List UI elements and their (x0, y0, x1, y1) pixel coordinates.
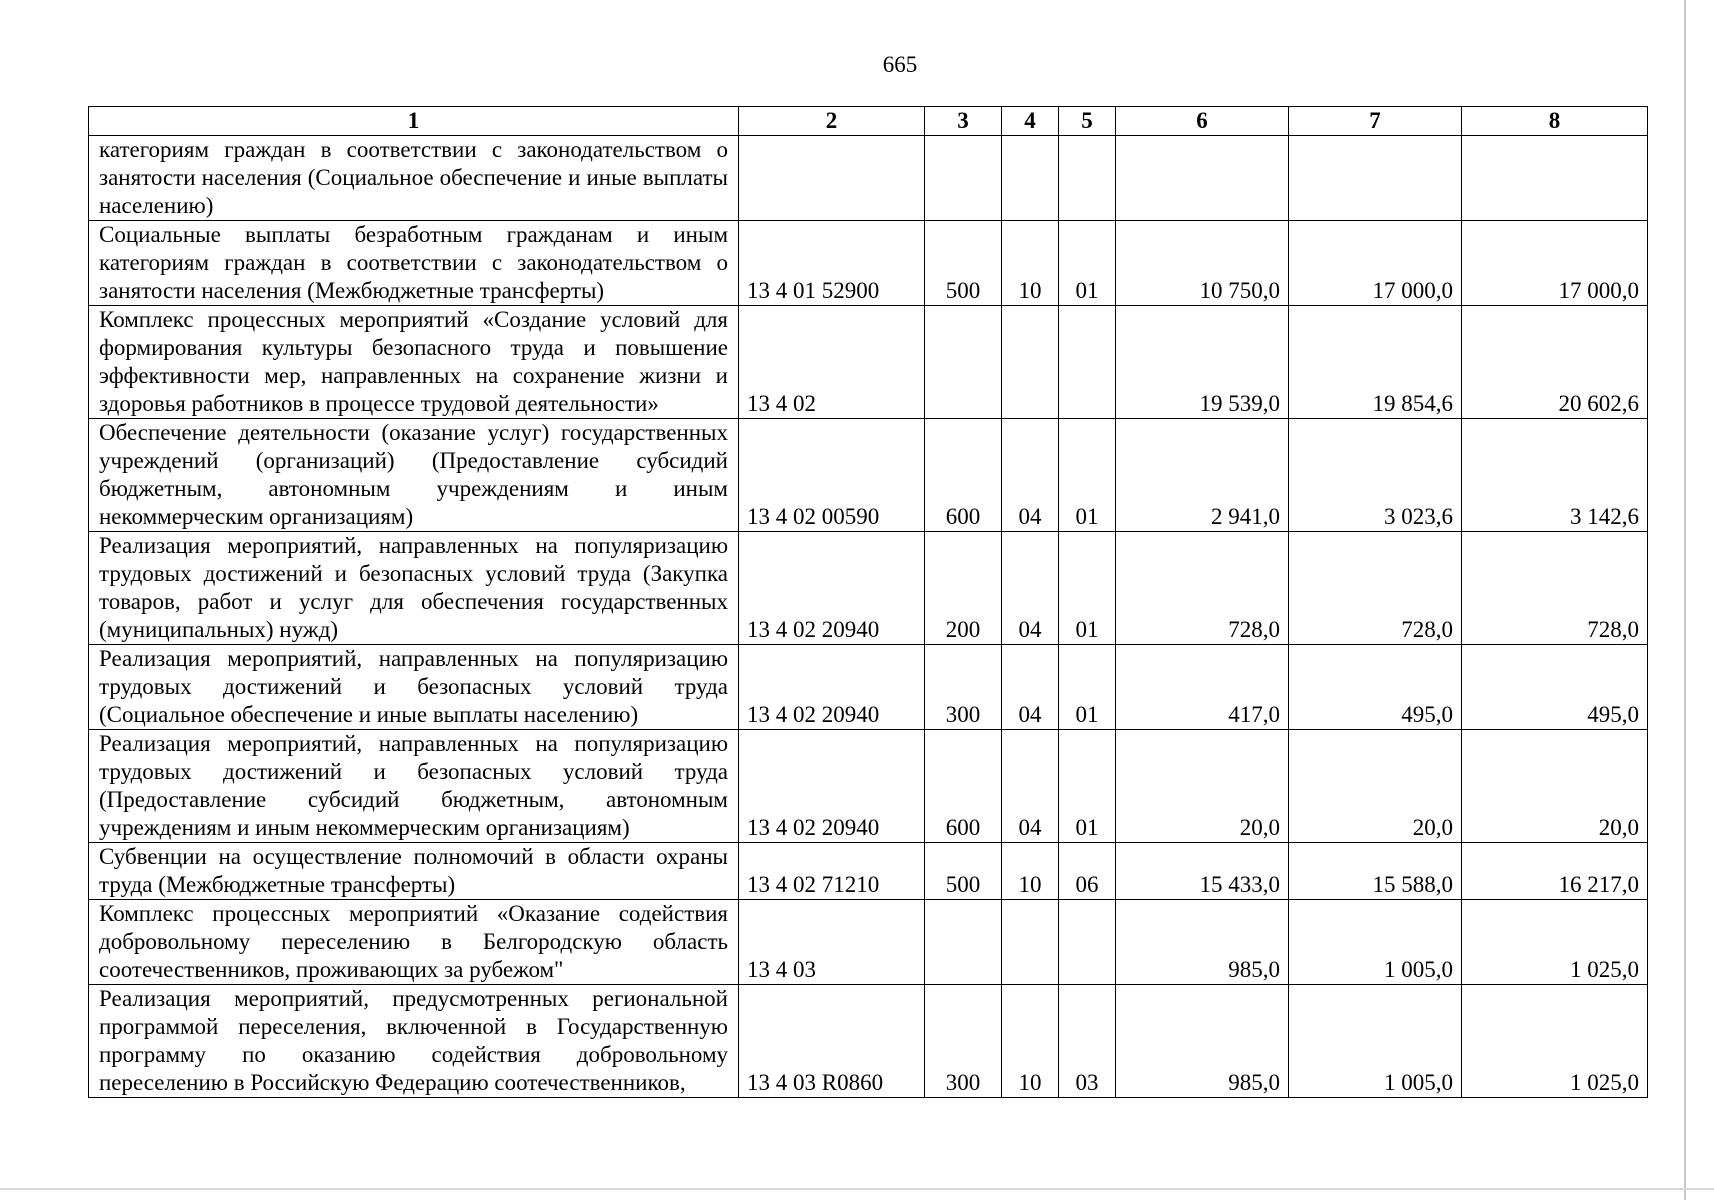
row-col-8: 3 142,6 (1462, 419, 1648, 532)
header-col-5: 5 (1059, 107, 1116, 136)
row-col-6: 417,0 (1116, 645, 1289, 730)
row-col-7: 19 854,6 (1289, 306, 1462, 419)
budget-table (88, 106, 1648, 1098)
header-row (89, 107, 1648, 136)
header-col-1: 1 (89, 107, 739, 136)
row-col-8: 20 602,6 (1462, 306, 1648, 419)
row-col-3 (925, 136, 1002, 221)
row-col-7: 17 000,0 (1289, 221, 1462, 306)
row-name: Социальные выплаты безработным гражданам и иным категориям граждан в соответствии с законодательством о занятости населения (Межбюджетные трансферты) (89, 221, 739, 306)
row-col-5 (1059, 136, 1116, 221)
row-col-4: 04 (1002, 532, 1059, 645)
row-col-3 (925, 306, 1002, 419)
row-col-4 (1002, 900, 1059, 985)
row-col-8: 495,0 (1462, 645, 1648, 730)
row-col-6: 20,0 (1116, 730, 1289, 843)
row-name: Комплекс процессных мероприятий «Создание условий для формирования культуры безопасного труда и повышение эффективности мер, направленных на сохранение жизни и здоровья работников в процессе трудовой деятельности» (89, 306, 739, 419)
row-col-8: 16 217,0 (1462, 843, 1648, 900)
row-col-7: 728,0 (1289, 532, 1462, 645)
row-code: 13 4 02 71210 (739, 843, 925, 900)
table-row (89, 985, 1648, 1098)
row-col-5 (1059, 900, 1116, 985)
row-col-5: 06 (1059, 843, 1116, 900)
row-col-5: 01 (1059, 730, 1116, 843)
row-col-6: 2 941,0 (1116, 419, 1289, 532)
scan-bottom-line (0, 1188, 1714, 1190)
row-col-8: 1 025,0 (1462, 985, 1648, 1098)
row-name: Субвенции на осуществление полномочий в области охраны труда (Межбюджетные трансферты) (89, 843, 739, 900)
row-col-7: 495,0 (1289, 645, 1462, 730)
row-col-7: 20,0 (1289, 730, 1462, 843)
row-code: 13 4 02 20940 (739, 730, 925, 843)
row-code: 13 4 01 52900 (739, 221, 925, 306)
row-col-5: 03 (1059, 985, 1116, 1098)
row-col-3: 500 (925, 843, 1002, 900)
header-col-7: 7 (1289, 107, 1462, 136)
row-col-5: 01 (1059, 532, 1116, 645)
row-col-8: 1 025,0 (1462, 900, 1648, 985)
table-row (89, 900, 1648, 985)
row-code: 13 4 02 20940 (739, 645, 925, 730)
row-col-7: 1 005,0 (1289, 985, 1462, 1098)
row-col-3: 300 (925, 985, 1002, 1098)
table-row (89, 221, 1648, 306)
row-col-3: 600 (925, 730, 1002, 843)
row-code: 13 4 03 R0860 (739, 985, 925, 1098)
row-col-6 (1116, 136, 1289, 221)
row-code: 13 4 03 (739, 900, 925, 985)
row-col-4: 04 (1002, 419, 1059, 532)
row-col-7: 3 023,6 (1289, 419, 1462, 532)
row-name: Реализация мероприятий, направленных на популяризацию трудовых достижений и безопасных условий труда (Предоставление субсидий бюджетным, автономным учреждениям и иным некоммерческим организациям) (89, 730, 739, 843)
row-col-6: 19 539,0 (1116, 306, 1289, 419)
header-col-6: 6 (1116, 107, 1289, 136)
table-row (89, 843, 1648, 900)
row-col-8: 17 000,0 (1462, 221, 1648, 306)
row-col-4 (1002, 136, 1059, 221)
row-code: 13 4 02 (739, 306, 925, 419)
row-col-3: 300 (925, 645, 1002, 730)
row-code: 13 4 02 20940 (739, 532, 925, 645)
row-col-4 (1002, 306, 1059, 419)
row-col-8 (1462, 136, 1648, 221)
page-number: 665 (882, 52, 918, 77)
row-col-5: 01 (1059, 419, 1116, 532)
header-col-8: 8 (1462, 107, 1648, 136)
header-col-4: 4 (1002, 107, 1059, 136)
row-code: 13 4 02 00590 (739, 419, 925, 532)
table-row (89, 306, 1648, 419)
scan-edge-line (1684, 0, 1686, 1200)
row-col-4: 10 (1002, 985, 1059, 1098)
row-col-7 (1289, 136, 1462, 221)
row-col-3: 600 (925, 419, 1002, 532)
row-col-7: 1 005,0 (1289, 900, 1462, 985)
row-col-3: 200 (925, 532, 1002, 645)
row-col-5 (1059, 306, 1116, 419)
row-col-3: 500 (925, 221, 1002, 306)
row-col-6: 985,0 (1116, 900, 1289, 985)
row-col-7: 15 588,0 (1289, 843, 1462, 900)
row-col-4: 10 (1002, 843, 1059, 900)
row-code (739, 136, 925, 221)
row-col-4: 10 (1002, 221, 1059, 306)
row-name: Комплекс процессных мероприятий «Оказание содействия добровольному переселению в Белгородскую область соотечественников, проживающих за рубежом" (89, 900, 739, 985)
table-row (89, 419, 1648, 532)
row-col-5: 01 (1059, 645, 1116, 730)
header-col-3: 3 (925, 107, 1002, 136)
header-col-2: 2 (739, 107, 925, 136)
row-col-4: 04 (1002, 645, 1059, 730)
row-col-6: 15 433,0 (1116, 843, 1289, 900)
row-col-5: 01 (1059, 221, 1116, 306)
row-name: категориям граждан в соответствии с законодательством о занятости населения (Социальное обеспечение и иные выплаты населению) (89, 136, 739, 221)
table-row (89, 532, 1648, 645)
row-name: Реализация мероприятий, направленных на популяризацию трудовых достижений и безопасных условий труда (Закупка товаров, работ и услуг для обеспечения государственных (муниципальных) нужд) (89, 532, 739, 645)
row-col-4: 04 (1002, 730, 1059, 843)
row-col-8: 20,0 (1462, 730, 1648, 843)
row-col-6: 10 750,0 (1116, 221, 1289, 306)
row-name: Обеспечение деятельности (оказание услуг) государственных учреждений (организаций) (Предоставление субсидий бюджетным, автономным учреждениям и иным некоммерческим организациям) (89, 419, 739, 532)
table-row (89, 136, 1648, 221)
table-row (89, 730, 1648, 843)
row-name: Реализация мероприятий, направленных на популяризацию трудовых достижений и безопасных условий труда (Социальное обеспечение и иные выплаты населению) (89, 645, 739, 730)
row-col-3 (925, 900, 1002, 985)
table-row (89, 645, 1648, 730)
row-name: Реализация мероприятий, предусмотренных региональной программой переселения, включенной в Государственную программу по оказанию содействия добровольному переселению в Российскую Федерацию соотечественников, (89, 985, 739, 1098)
row-col-8: 728,0 (1462, 532, 1648, 645)
row-col-6: 985,0 (1116, 985, 1289, 1098)
row-col-6: 728,0 (1116, 532, 1289, 645)
